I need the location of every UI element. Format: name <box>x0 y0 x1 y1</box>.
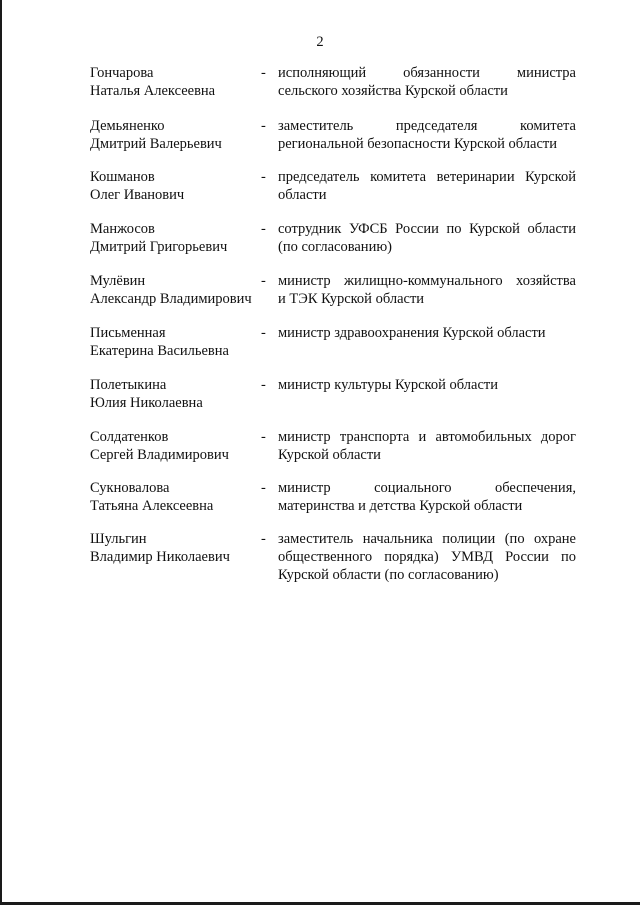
member-surname: Манжосов <box>90 221 155 237</box>
dash: - <box>261 377 266 393</box>
position-line: Курской области <box>278 447 381 463</box>
member-position <box>278 220 576 256</box>
member-position <box>278 530 576 584</box>
member-given-names: Татьяна Алексеевна <box>90 498 214 514</box>
member-surname: Сукновалова <box>90 480 170 496</box>
position-line: сельского хозяйства Курской области <box>278 83 508 99</box>
member-name <box>90 220 265 256</box>
member-name <box>90 530 265 566</box>
dash: - <box>261 65 266 81</box>
page-number: 2 <box>316 34 324 50</box>
position-line: министр жилищно-коммунального хозяйства <box>278 273 576 289</box>
member-surname: Солдатенков <box>90 429 169 445</box>
dash: - <box>261 325 266 341</box>
position-line: заместитель председателя комитета <box>278 118 576 134</box>
position-line: исполняющий обязанности министра <box>278 65 576 81</box>
member-position <box>278 428 576 464</box>
member-name <box>90 168 265 204</box>
position-line: заместитель начальника полиции (по охране <box>278 531 576 547</box>
member-surname: Мулёвин <box>90 273 146 289</box>
position-line: (по согласованию) <box>278 239 392 255</box>
member-position <box>278 479 576 515</box>
dash: - <box>261 480 266 496</box>
position-line: министр культуры Курской области <box>278 377 498 393</box>
member-given-names: Дмитрий Григорьевич <box>90 239 228 255</box>
member-given-names: Наталья Алексеевна <box>90 83 216 99</box>
position-line: общественного порядка) УМВД России по <box>278 549 576 565</box>
member-given-names: Дмитрий Валерьевич <box>90 136 222 152</box>
dash: - <box>261 273 266 289</box>
member-given-names: Олег Иванович <box>90 187 185 203</box>
position-line: министр социального обеспечения, <box>278 480 576 496</box>
member-given-names: Владимир Николаевич <box>90 549 230 565</box>
position-line: министр здравоохранения Курской области <box>278 325 546 341</box>
member-surname: Гончарова <box>90 65 154 81</box>
dash: - <box>261 429 266 445</box>
position-line: Курской области (по согласованию) <box>278 567 499 583</box>
dash: - <box>261 169 266 185</box>
position-line: области <box>278 187 327 203</box>
member-name <box>90 376 265 412</box>
member-position <box>278 117 576 153</box>
member-name <box>90 324 265 360</box>
member-position <box>278 168 576 204</box>
position-line: министр транспорта и автомобильных дорог <box>278 429 576 445</box>
member-surname: Письменная <box>90 325 166 341</box>
position-line: председатель комитета ветеринарии Курской <box>278 169 576 185</box>
member-name <box>90 117 265 153</box>
member-name <box>90 272 265 308</box>
member-position <box>278 376 576 394</box>
member-surname: Шульгин <box>90 531 147 547</box>
position-line: сотрудник УФСБ России по Курской области <box>278 221 576 237</box>
member-surname: Полетыкина <box>90 377 167 393</box>
member-name <box>90 428 265 464</box>
position-line: региональной безопасности Курской области <box>278 136 557 152</box>
member-surname: Кошманов <box>90 169 155 185</box>
dash: - <box>261 118 266 134</box>
member-given-names: Александр Владимирович <box>90 291 252 307</box>
member-position <box>278 272 576 308</box>
member-given-names: Екатерина Васильевна <box>90 343 229 359</box>
dash: - <box>261 221 266 237</box>
member-given-names: Сергей Владимирович <box>90 447 229 463</box>
position-line: и ТЭК Курской области <box>278 291 425 307</box>
scan-left-edge <box>0 0 2 905</box>
member-position <box>278 64 576 100</box>
member-name <box>90 479 265 515</box>
dash: - <box>261 531 266 547</box>
member-name <box>90 64 265 100</box>
member-given-names: Юлия Николаевна <box>90 395 203 411</box>
position-line: материнства и детства Курской области <box>278 498 523 514</box>
member-position <box>278 324 576 342</box>
member-surname: Демьяненко <box>90 118 165 134</box>
